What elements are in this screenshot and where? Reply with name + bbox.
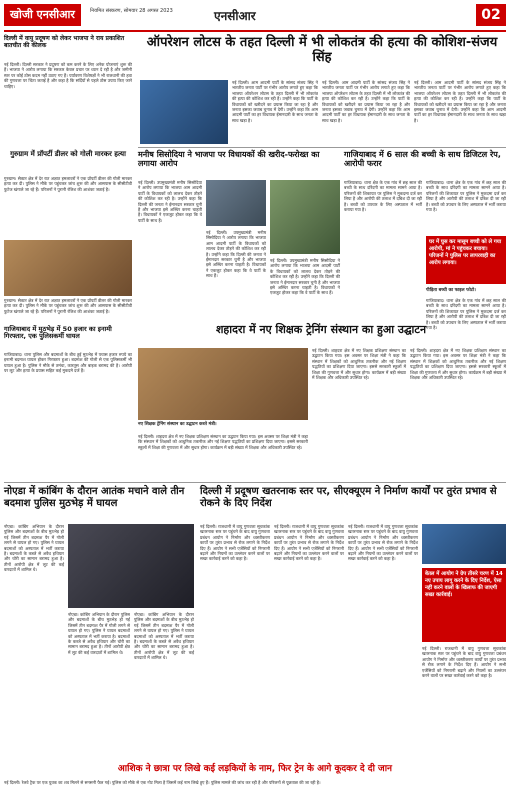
headline-operation-lotus: ऑपरेशन लोटस के तहत दिल्ली में भी लोकतंत्र की हत्या की कोशिश-संजय सिंह bbox=[146, 35, 498, 65]
story-teacher-col3: नई दिल्ली। शाहदरा क्षेत्र में नए शिक्षक प्रशिक्षण संस्थान का उद्घाटन किया गया। इस अवसर पर शिक्षा मंत्री ने कहा कि संस्थान में शिक्षकों को आधुनिक तकनीक और नई शिक्षण पद्धतियों का प्रशिक्षण दिया जाएगा। इससे सरकारी स्कूलों में शिक्षा की गुणवत्ता में और सुधार होगा। कार्यक्रम में बड़ी संख्या में शिक्षक और अधिकारी उपस्थित रहे। bbox=[138, 434, 308, 450]
divider bbox=[138, 147, 506, 148]
headline-sisodia: मनीष सिसोदिया ने भाजपा पर विधायकों की खरीद-फरोख्त का लगाया आरोप bbox=[138, 150, 320, 169]
story-delhi-pollution: नई दिल्ली। दिल्ली सरकार ने प्रदूषण को कम करने के लिए अनेक योजनाएं शुरू की हैं। भाजपा ने आरोप लगाया कि सरकार केवल प्रचार पर ध्यान दे रही है और जमीनी स्तर पर कोई ठोस कदम नहीं उठाए गए हैं। पर्यावरण विशेषज्ञों ने भी राजधानी की हवा की गुणवत्ता पर चिंता जताई है और कहा है कि सर्दियों से पहले ठोस उपाय किए जाने चाहिए। bbox=[4, 62, 132, 89]
headline-ghaziabad: गाजियाबाद में 6 साल की बच्ची के साथ डिजिटल रेप, आरोपी फरार bbox=[344, 150, 501, 169]
photo-smog bbox=[422, 524, 506, 564]
photo-sanjay-singh bbox=[140, 80, 228, 144]
story-operation-lotus-col3: नई दिल्ली। आम आदमी पार्टी के सांसद संजय सिंह ने भारतीय जनता पार्टी पर गंभीर आरोप लगाते हुए कहा कि भाजपा ऑपरेशन लोटस के तहत दिल्ली में भी लोकतंत्र की हत्या की कोशिश कर रही है। उन्होंने कहा कि पार्टी के विधायकों को खरीदने का प्रयास किया जा रहा है और जनता इसका जवाब चुनाव में देगी। उन्होंने कहा कि आम आदमी पार्टी का हर विधायक ईमानदारी के साथ जनता के साथ खड़ा है। bbox=[414, 80, 506, 123]
photo-crime-scene bbox=[4, 240, 132, 296]
story-ghaziabad-col3: गाजियाबाद। थाना क्षेत्र के एक गांव में छह साल की बच्ची के साथ दरिंदगी का मामला सामने आया है। परिजनों की शिकायत पर पुलिस ने मुकदमा दर्ज कर लिया है और आरोपी की तलाश में दबिश दी जा रही है। बच्ची को उपचार के लिए अस्पताल में भर्ती कराया गया है। bbox=[426, 298, 506, 331]
story-noida-col2: नोएडा। कांबिंग अभियान के दौरान पुलिस और बदमाशों के बीच मुठभेड़ हो गई जिसमें तीन बदमाश पैर में गोली लगने से घायल हो गए। पुलिस ने घायल बदमाशों को अस्पताल में भर्ती कराया है। बदमाशों के कब्जे से अवैध हथियार और चोरी का सामान बरामद हुआ है। तीनों आरोपी क्षेत्र में लूट की कई वारदातों में शामिल थे। bbox=[68, 612, 130, 655]
story-noida-col3: नोएडा। कांबिंग अभियान के दौरान पुलिस और बदमाशों के बीच मुठभेड़ हो गई जिसमें तीन बदमाश पैर में गोली लगने से घायल हो गए। पुलिस ने घायल बदमाशों को अस्पताल में भर्ती कराया है। बदमाशों के कब्जे से अवैध हथियार और चोरी का सामान बरामद हुआ है। तीनों आरोपी क्षेत्र में लूट की कई वारदातों में शामिल थे। bbox=[134, 612, 194, 661]
story-caqm-col4: नई दिल्ली। राजधानी में वायु गुणवत्ता सूचकांक खतरनाक स्तर पर पहुंचने के बाद वायु गुणवत्ता प्रबंधन आयोग ने निर्माण और ध्वस्तीकरण कार्यों पर तुरंत प्रभाव से रोक लगाने के निर्देश दिए हैं। आयोग ने सभी एजेंसियों को निगरानी बढ़ाने और नियमों का उल्लंघन करने वालों पर सख्त कार्रवाई करने को कहा है। bbox=[422, 646, 506, 679]
story-teacher-col1: नई दिल्ली। शाहदरा क्षेत्र में नए शिक्षक प्रशिक्षण संस्थान का उद्घाटन किया गया। इस अवसर पर शिक्षा मंत्री ने कहा कि संस्थान में शिक्षकों को आधुनिक तकनीक और नई शिक्षण पद्धतियों का प्रशिक्षण दिया जाएगा। इससे सरकारी स्कूलों में शिक्षा की गुणवत्ता में और सुधार होगा। कार्यक्रम में बड़ी संख्या में शिक्षक और अधिकारी उपस्थित रहे। bbox=[312, 348, 406, 381]
page-number: 02 bbox=[476, 4, 506, 26]
story-sisodia-col2: नई दिल्ली। उपमुख्यमंत्री मनीष सिसोदिया ने आरोप लगाया कि भाजपा आम आदमी पार्टी के विधायकों को लालच देकर तोड़ने की कोशिश कर रही है। उन्होंने कहा कि दिल्ली की जनता ने ईमानदार सरकार चुनी है और भाजपा इसे अस्थिर करना चाहती है। विधायकों ने एकजुट होकर कहा कि वे पार्टी के साथ हैं। bbox=[206, 230, 266, 279]
headline-property-dealer: गुरुग्राम में प्रॉपर्टी डीलर को गोली मारकर हत्या bbox=[10, 150, 126, 158]
story-operation-lotus-col1: नई दिल्ली। आम आदमी पार्टी के सांसद संजय सिंह ने भारतीय जनता पार्टी पर गंभीर आरोप लगाते हुए कहा कि भाजपा ऑपरेशन लोटस के तहत दिल्ली में भी लोकतंत्र की हत्या की कोशिश कर रही है। उन्होंने कहा कि पार्टी के विधायकों को खरीदने का प्रयास किया जा रहा है और जनता इसका जवाब चुनाव में देगी। उन्होंने कहा कि आम आदमी पार्टी का हर विधायक ईमानदारी के साथ जनता के साथ खड़ा है। bbox=[232, 80, 318, 123]
story-sisodia-col1: नई दिल्ली। उपमुख्यमंत्री मनीष सिसोदिया ने आरोप लगाया कि भाजपा आम आदमी पार्टी के विधायकों को लालच देकर तोड़ने की कोशिश कर रही है। उन्होंने कहा कि दिल्ली की जनता ने ईमानदार सरकार चुनी है और भाजपा इसे अस्थिर करना चाहती है। विधायकों ने एकजुट होकर कहा कि वे पार्टी के साथ हैं। bbox=[138, 180, 202, 223]
story-encounter: गाजियाबाद। थाना पुलिस और बदमाशों के बीच हुई मुठभेड़ में पचास हजार रुपये का इनामी बदमाश घायल होकर गिरफ्तार हुआ। बदमाश की गोली से एक पुलिसकर्मी भी घायल हुआ है। पुलिस ने मौके से तमंचा, कारतूस और बाइक बरामद की है। आरोपी पर लूट और हत्या के प्रयास सहित कई मुकदमे दर्ज हैं। bbox=[4, 352, 132, 374]
story-property-dealer-cont: गुरुग्राम। सेक्टर क्षेत्र में देर रात अज्ञात हमलावरों ने एक प्रॉपर्टी डीलर की गोली मारकर हत्या कर दी। पुलिस ने मौके पर पहुंचकर जांच शुरू की और आसपास के सीसीटीवी फुटेज खंगाले जा रहे हैं। परिजनों ने पुरानी रंजिश की आशंका जताई है। bbox=[4, 298, 132, 314]
story-teacher-col2: नई दिल्ली। शाहदरा क्षेत्र में नए शिक्षक प्रशिक्षण संस्थान का उद्घाटन किया गया। इस अवसर पर शिक्षा मंत्री ने कहा कि संस्थान में शिक्षकों को आधुनिक तकनीक और नई शिक्षण पद्धतियों का प्रशिक्षण दिया जाएगा। इससे सरकारी स्कूलों में शिक्षा की गुणवत्ता में और सुधार होगा। कार्यक्रम में बड़ी संख्या में शिक्षक और अधिकारी उपस्थित रहे। bbox=[410, 348, 506, 381]
headline-encounter: गाजियाबाद में मुठभेड़ में 50 हजार का इनामी गिरफ्तार, एक पुलिसकर्मी घायल bbox=[4, 325, 112, 341]
ghaziabad-callout: घर में घुस कर मासूम बच्ची को ले गया आरोपी, मां ने पहुंचकर बचाया। परिजनों ने पुलिस पर लापरवाही का आरोप लगाया। bbox=[426, 236, 506, 284]
divider bbox=[4, 482, 506, 483]
story-noida-col1: नोएडा। कांबिंग अभियान के दौरान पुलिस और बदमाशों के बीच मुठभेड़ हो गई जिसमें तीन बदमाश पैर में गोली लगने से घायल हो गए। पुलिस ने घायल बदमाशों को अस्पताल में भर्ती कराया है। बदमाशों के कब्जे से अवैध हथियार और चोरी का सामान बरामद हुआ है। तीनों आरोपी क्षेत्र में लूट की कई वारदातों में शामिल थे। bbox=[4, 524, 64, 573]
story-ghaziabad-col1: गाजियाबाद। थाना क्षेत्र के एक गांव में छह साल की बच्ची के साथ दरिंदगी का मामला सामने आया है। परिजनों की शिकायत पर पुलिस ने मुकदमा दर्ज कर लिया है और आरोपी की तलाश में दबिश दी जा रही है। बच्ची को उपचार के लिए अस्पताल में भर्ती कराया गया है। bbox=[344, 180, 422, 213]
caqm-callout: बेतल में आयोग ने ग्रेप तीसरे चरण में 14 नए उपाय लागू करने के दिए निर्देश, ऐसा नहीं करने वालों के खिलाफ की जाएगी सख्त कार्रवाई। bbox=[422, 568, 506, 642]
story-caqm-col3: नई दिल्ली। राजधानी में वायु गुणवत्ता सूचकांक खतरनाक स्तर पर पहुंचने के बाद वायु गुणवत्ता प्रबंधन आयोग ने निर्माण और ध्वस्तीकरण कार्यों पर तुरंत प्रभाव से रोक लगाने के निर्देश दिए हैं। आयोग ने सभी एजेंसियों को निगरानी बढ़ाने और नियमों का उल्लंघन करने वालों पर सख्त कार्रवाई करने को कहा है। bbox=[348, 524, 418, 562]
story-caqm-col2: नई दिल्ली। राजधानी में वायु गुणवत्ता सूचकांक खतरनाक स्तर पर पहुंचने के बाद वायु गुणवत्ता प्रबंधन आयोग ने निर्माण और ध्वस्तीकरण कार्यों पर तुरंत प्रभाव से रोक लगाने के निर्देश दिए हैं। आयोग ने सभी एजेंसियों को निगरानी बढ़ाने और नियमों का उल्लंघन करने वालों पर सख्त कार्रवाई करने को कहा है। bbox=[274, 524, 344, 562]
story-bottom: नई दिल्ली। रेलवे ट्रैक पर एक युवक का शव मिलने से सनसनी फैल गई। पुलिस को मौके से एक नोट मिला है जिसमें कई नाम लिखे हुए हैं। पुलिस मामले की जांच कर रही है और परिजनों से पूछताछ की जा रही है। bbox=[4, 780, 321, 785]
story-ghaziabad-col2: गाजियाबाद। थाना क्षेत्र के एक गांव में छह साल की बच्ची के साथ दरिंदगी का मामला सामने आया है। परिजनों की शिकायत पर पुलिस ने मुकदमा दर्ज कर लिया है और आरोपी की तलाश में दबिश दी जा रही है। बच्ची को उपचार के लिए अस्पताल में भर्ती कराया गया है। bbox=[426, 180, 506, 213]
masthead bbox=[4, 4, 506, 32]
headline-noida: नोएडा में कांबिंग के दौरान आतंक मचाने वाले तीन बदमाश पुलिस मुठभेड़ में घायल bbox=[4, 486, 185, 509]
story-caqm-col1: नई दिल्ली। राजधानी में वायु गुणवत्ता सूचकांक खतरनाक स्तर पर पहुंचने के बाद वायु गुणवत्ता प्रबंधन आयोग ने निर्माण और ध्वस्तीकरण कार्यों पर तुरंत प्रभाव से रोक लगाने के निर्देश दिए हैं। आयोग ने सभी एजेंसियों को निगरानी बढ़ाने और नियमों का उल्लंघन करने वालों पर सख्त कार्रवाई करने को कहा है। bbox=[200, 524, 270, 562]
headline-bottom: आशिक ने छात्रा पर लिखे कई लड़कियों के नाम, फिर ट्रेन के आगे कूदकर दे दी जान bbox=[117, 764, 393, 774]
headline-delhi-pollution: दिल्ली में वायु प्रदूषण को लेकर भाजपा ने राय प्रकाशित बातचीत की कीलक bbox=[4, 35, 125, 49]
photo-sisodia bbox=[206, 180, 266, 226]
brand-logo: खोजी एनसीआर bbox=[4, 4, 81, 26]
ghaziabad-caption: पीड़िता बच्ची का फाइल फोटो। bbox=[426, 288, 476, 293]
photo-noida-encounter bbox=[68, 524, 194, 608]
story-sisodia-col3: नई दिल्ली। उपमुख्यमंत्री मनीष सिसोदिया ने आरोप लगाया कि भाजपा आम आदमी पार्टी के विधायकों को लालच देकर तोड़ने की कोशिश कर रही है। उन्होंने कहा कि दिल्ली की जनता ने ईमानदार सरकार चुनी है और भाजपा इसे अस्थिर करना चाहती है। विधायकों ने एकजुट होकर कहा कि वे पार्टी के साथ हैं। bbox=[270, 258, 340, 296]
headline-teacher-training: शहादरा में नए शिक्षक ट्रेनिंग संस्थान का हुआ उद्घाटन bbox=[215, 323, 427, 336]
headline-caqm: दिल्ली में प्रदूषण खतरनाक स्तर पर, सीएक्यूएम ने निर्माण कार्यों पर तुरंत प्रभाव से रोकने के दिए निर्देश bbox=[200, 486, 497, 509]
photo-teacher-training bbox=[138, 348, 308, 420]
section-title: एनसीआर bbox=[214, 9, 256, 23]
teacher-training-caption: नए शिक्षक ट्रेनिंग संस्थान का उद्घाटन करते मंत्री। bbox=[138, 422, 217, 427]
story-operation-lotus-col2: नई दिल्ली। आम आदमी पार्टी के सांसद संजय सिंह ने भारतीय जनता पार्टी पर गंभीर आरोप लगाते हुए कहा कि भाजपा ऑपरेशन लोटस के तहत दिल्ली में भी लोकतंत्र की हत्या की कोशिश कर रही है। उन्होंने कहा कि पार्टी के विधायकों को खरीदने का प्रयास किया जा रहा है और जनता इसका जवाब चुनाव में देगी। उन्होंने कहा कि आम आदमी पार्टी का हर विधायक ईमानदारी के साथ जनता के साथ खड़ा है। bbox=[322, 80, 410, 123]
photo-mla-meeting bbox=[270, 180, 340, 254]
story-property-dealer: गुरुग्राम। सेक्टर क्षेत्र में देर रात अज्ञात हमलावरों ने एक प्रॉपर्टी डीलर की गोली मारकर हत्या कर दी। पुलिस ने मौके पर पहुंचकर जांच शुरू की और आसपास के सीसीटीवी फुटेज खंगाले जा रहे हैं। परिजनों ने पुरानी रंजिश की आशंका जताई है। bbox=[4, 176, 132, 192]
edition-line: नियमित संस्करण, सोमवार 28 अगस्त 2023 bbox=[90, 8, 173, 14]
